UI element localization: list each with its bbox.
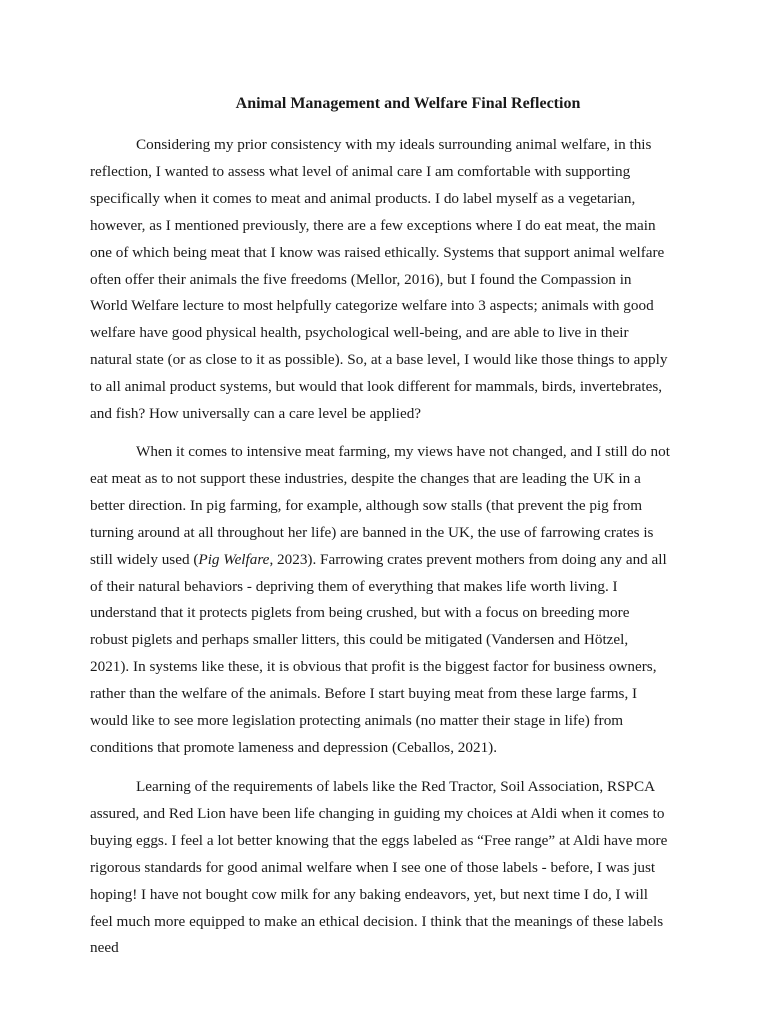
paragraph-2 — [90, 439, 670, 762]
document-title: Animal Management and Welfare Final Reflection — [235, 95, 581, 112]
paragraph-2-text-part-1: When it comes to intensive meat farming, my views have not changed, and I still do not eat meat as to not support these industries, despite the changes that are leading the UK in a better direction. In pig farming, for example, although sow stalls (that prevent the pig from turning around at all throughout her life) are banned in the UK, the use of farrowing crates is still widely used ( — [90, 443, 670, 568]
paragraph-1 — [90, 132, 670, 428]
paragraph-3-text: Learning of the requirements of labels like the Red Tractor, Soil Association, RSPCA assured, and Red Lion have been life changing in guiding my choices at Aldi when it comes to buying eggs. I feel a lot better knowing that the eggs labeled as “Free range” at Aldi have more rigorous standards for good animal welfare when I see one of those labels - before, I was just hoping! I have not bought cow milk for any baking endeavors, yet, but next time I do, I will feel much more equipped to make an ethical decision. I think that the meanings of these labels need — [90, 778, 668, 957]
paragraph-3 — [90, 774, 670, 962]
citation-pig-welfare: Pig Welfare — [198, 550, 270, 568]
paragraph-1-text: Considering my prior consistency with my ideals surrounding animal welfare, in this reflection, I wanted to assess what level of animal care I am comfortable with supporting specifically when it comes to meat and animal products. I do label myself as a vegetarian, however, as I mentioned previously, there are a few exceptions where I do eat meat, the main one of which being meat that I know was raised ethically. Systems that support animal welfare often offer their animals the five freedoms (Mellor, 2016), but I found the Compassion in World Welfare lecture to most helpfully categorize welfare into 3 aspects; animals with good welfare have good physical health, psychological well-being, and are able to live in their natural state (or as close to it as possible). So, at a base level, I would like those things to apply to all animal product systems, but would that look different for mammals, birds, invertebrates, and fish? How universally can a care level be applied? — [90, 136, 668, 423]
paragraph-2-text-part-2: , 2023). Farrowing crates prevent mothers from doing any and all of their natural behaviors - depriving them of everything that makes life worth living. I understand that it protects piglets from being crushed, but with a focus on breeding more robust piglets and perhaps smaller litters, this could be mitigated (Vandersen and Hötzel, 2021). In systems like these, it is obvious that profit is the biggest factor for business owners, rather than the welfare of the animals. Before I start buying meat from these large farms, I would like to see more legislation protecting animals (no matter their stage in life) from conditions that promote lameness and depression (Ceballos, 2021). — [90, 550, 667, 756]
